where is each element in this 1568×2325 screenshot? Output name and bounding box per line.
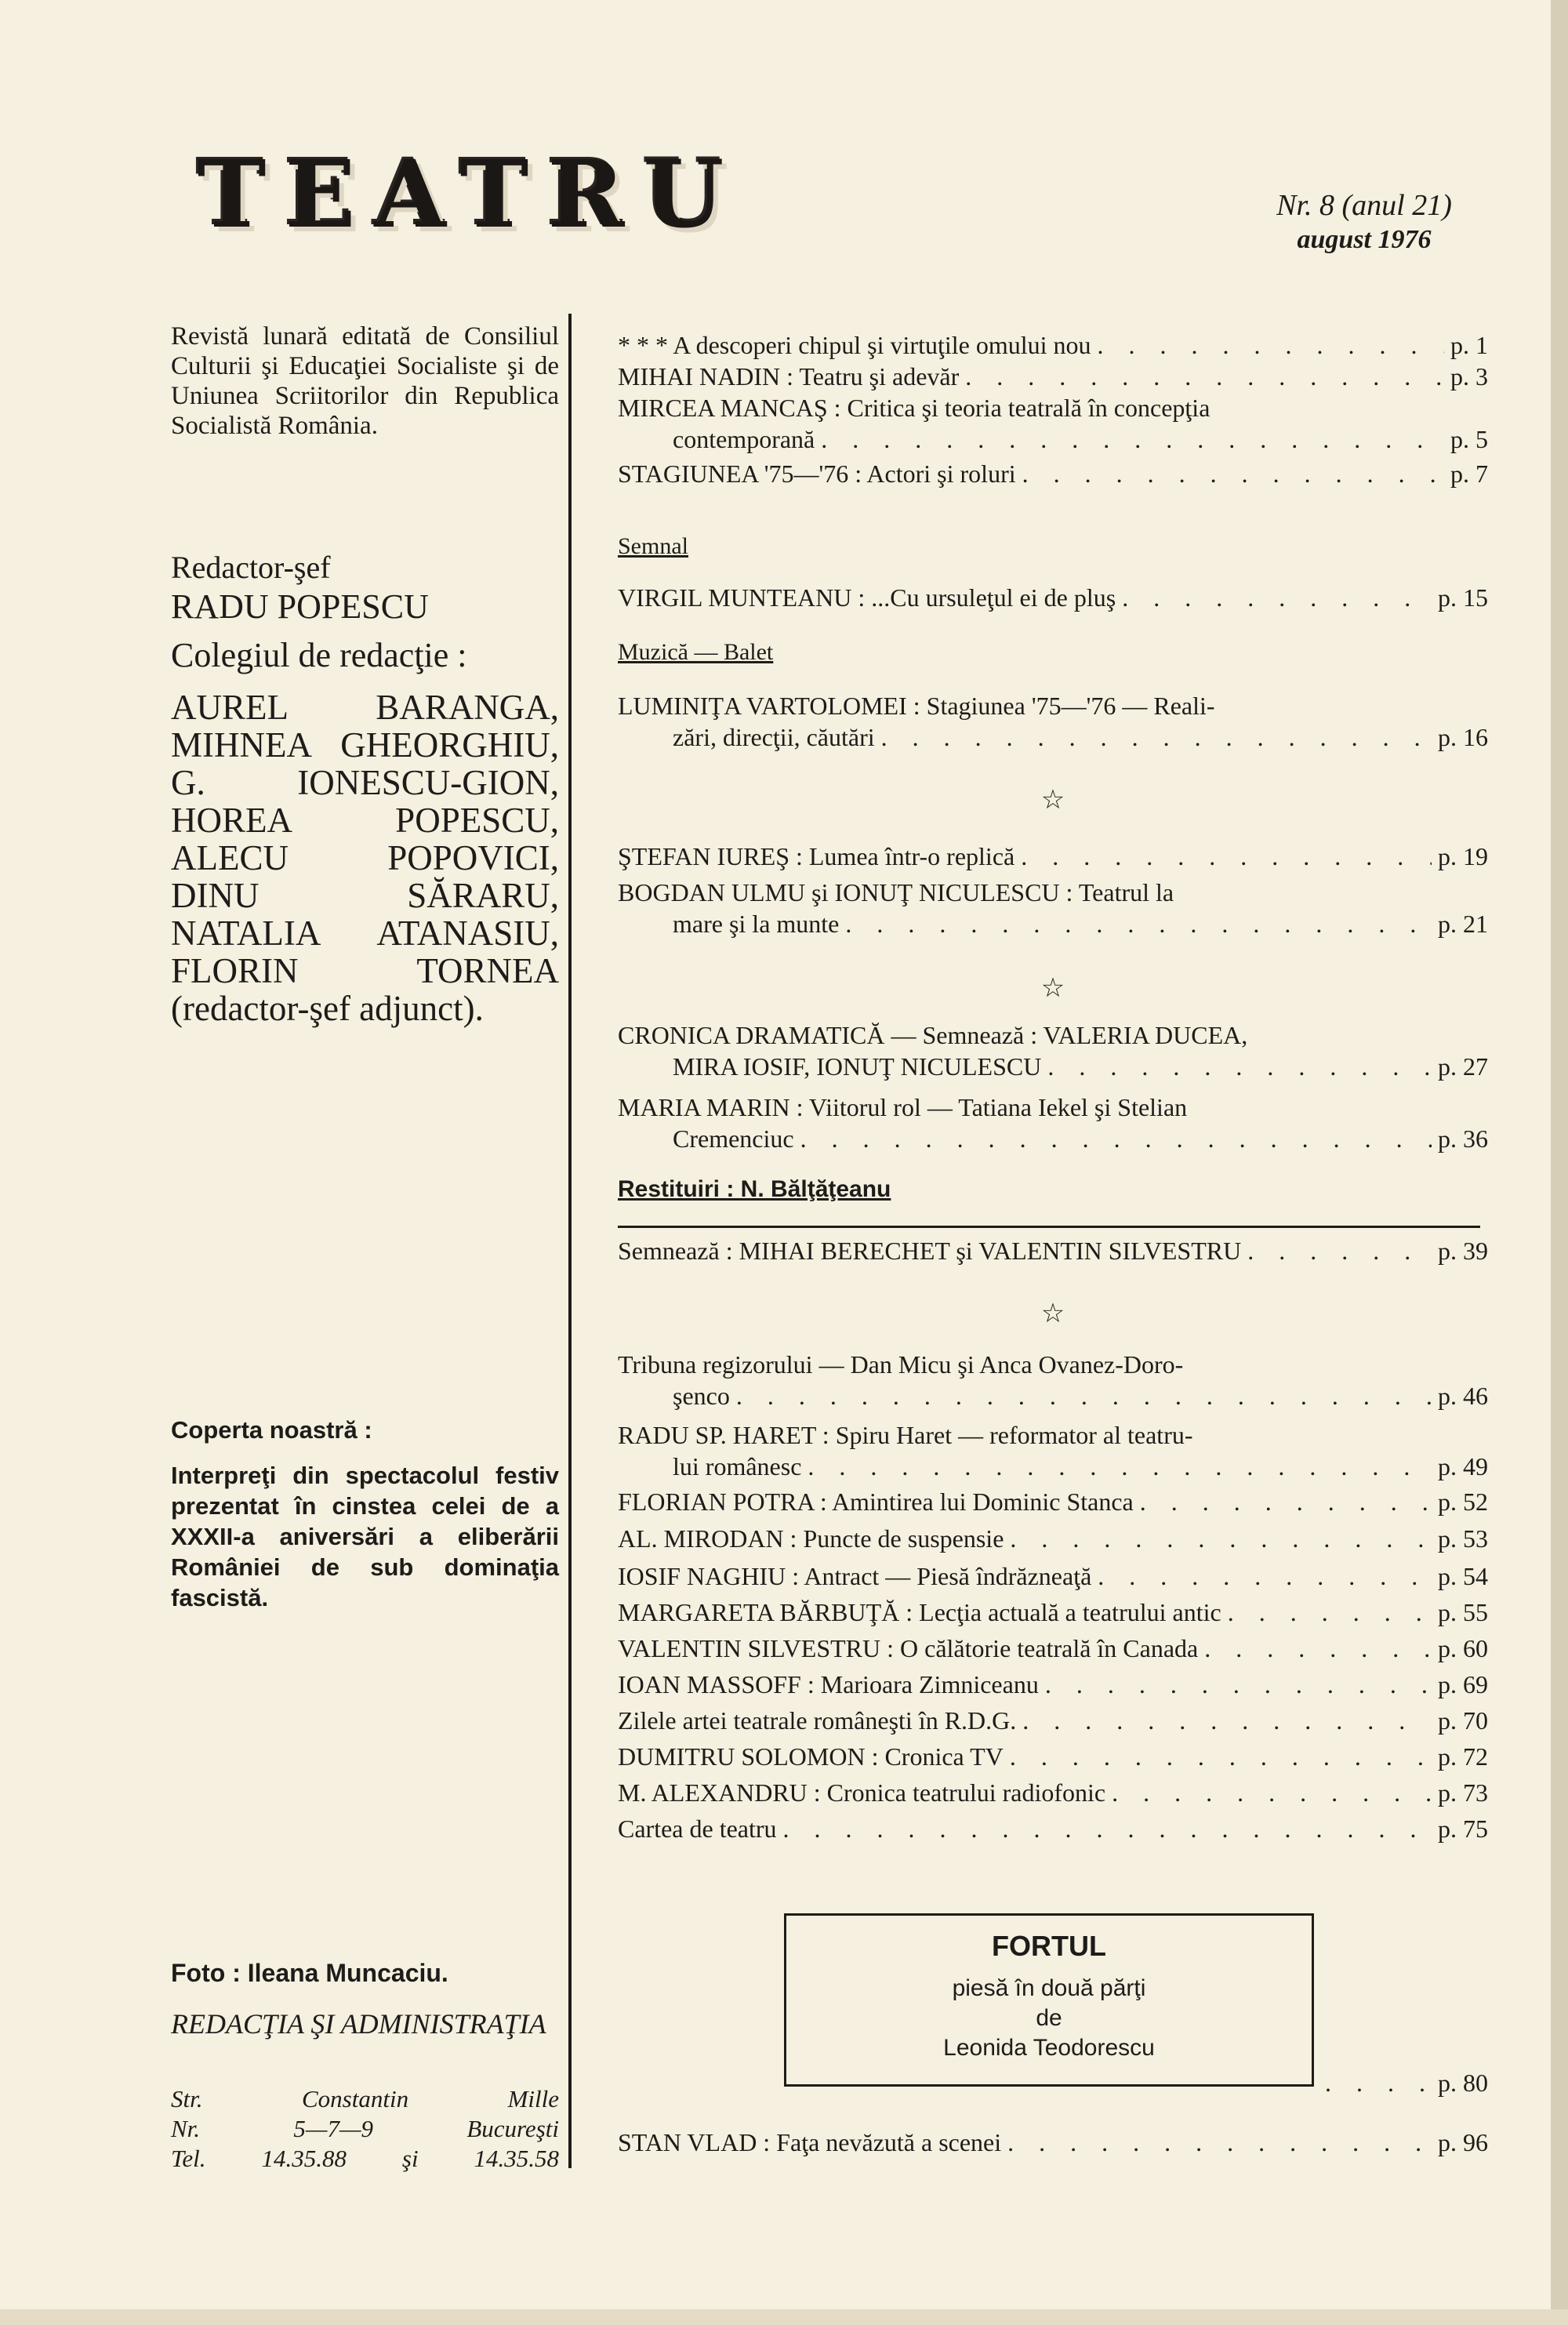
issue-date: august 1976 <box>1297 225 1432 254</box>
toc-entry[interactable]: RADU SP. HARET : Spiru Haret — reformator al teatru- lui românesc . . . p. 49 <box>618 1419 1488 1482</box>
address-phone: Tel. 14.35.88 şi 14.35.58 <box>171 2145 559 2172</box>
magazine-description: Revistă lunară editată de Consiliul Culturii şi Educaţiei Socialiste şi de Uniunea Scriitorilor din Republica Socialistă România. <box>171 322 559 440</box>
redaction-heading: REDACŢIA ŞI ADMINISTRAŢIA <box>171 2008 546 2040</box>
editor-label: Redactor-şef <box>171 550 331 585</box>
issue-number: Nr. 8 (anul 21) <box>1276 189 1452 222</box>
play-page: . . . p. 80 <box>1325 2067 1488 2098</box>
address-street: Str. Constantin Mille <box>171 2085 559 2112</box>
toc-entry[interactable]: STAN VLAD : Faţa nevăzută a scenei . . . p. 96 <box>618 2127 1488 2158</box>
toc-entry[interactable]: MARGARETA BĂRBUŢĂ : Lecţia actuală a teatrului antic . . . p. 55 <box>618 1597 1488 1628</box>
toc-entry[interactable]: Semnează : MIHAI BERECHET şi VALENTIN SILVESTRU . . . p. 39 <box>618 1235 1488 1266</box>
star-separator: ☆ <box>1040 786 1065 815</box>
toc-entry[interactable]: CRONICA DRAMATICĂ — Semnează : VALERIA DUCEA, MIRA IOSIF, IONUŢ NICULESCU . . . p. 27 <box>618 1019 1488 1082</box>
editorial-board-names: AUREL BARANGA, MIHNEA GHEORGHIU, G. IONESCU-GION, HOREA POPESCU, ALECU POPOVICI, DINU SĂRARU, NATALIA ATANASIU, FLORIN TORNEA (redactor-şef adjunct). <box>171 688 559 1028</box>
toc-entry[interactable]: IOSIF NAGHIU : Antract — Piesă îndrăzneaţă . . . p. 54 <box>618 1560 1488 1592</box>
cover-label: Coperta noastră : <box>171 1416 372 1444</box>
editor-name: RADU POPESCU <box>171 587 429 626</box>
toc-entry[interactable]: M. ALEXANDRU : Cronica teatrului radiofonic . . . p. 73 <box>618 1777 1488 1808</box>
play-by: de <box>1036 2005 1062 2031</box>
toc-entry[interactable]: Tribuna regizorului — Dan Micu şi Anca Ovanez-Doro- şenco . . . p. 46 <box>618 1349 1488 1411</box>
toc-entry[interactable]: IOAN MASSOFF : Marioara Zimniceanu . . . p. 69 <box>618 1669 1488 1700</box>
section-restituiri: Restituiri : N. Bălţăţeanu <box>618 1176 891 1202</box>
featured-play-box[interactable] <box>784 1913 1314 2087</box>
play-title: FORTUL <box>992 1930 1106 1962</box>
toc-entry[interactable]: MIRCEA MANCAŞ : Critica şi teoria teatrală în concepţia contemporană . . . p. 5 <box>618 392 1488 455</box>
play-subtitle: piesă în două părţi <box>952 1975 1146 2001</box>
toc-entry[interactable]: VALENTIN SILVESTRU : O călătorie teatrală în Canada . . . p. 60 <box>618 1633 1488 1664</box>
toc-entry[interactable]: AL. MIRODAN : Puncte de suspensie . . . p. 53 <box>618 1523 1488 1554</box>
toc-entry[interactable]: ŞTEFAN IUREŞ : Lumea într-o replică . . . p. 19 <box>618 841 1488 872</box>
star-separator: ☆ <box>1040 1299 1065 1328</box>
photo-credit: Foto : Ileana Muncaciu. <box>171 1959 448 1987</box>
toc-entry[interactable]: Cartea de teatru . . . p. 75 <box>618 1813 1488 1844</box>
toc-entry[interactable]: Zilele artei teatrale româneşti în R.D.G. . . . p. 70 <box>618 1705 1488 1736</box>
column-divider <box>568 314 572 2168</box>
toc-entry[interactable]: VIRGIL MUNTEANU : ...Cu ursuleţul ei de pluş . . . p. 15 <box>618 582 1488 613</box>
teatru-logo <box>182 125 758 263</box>
play-author: Leonida Teodorescu <box>943 2035 1155 2061</box>
toc-entry[interactable]: * * * A descoperi chipul şi virtuţile omului nou . . . p. 1 <box>618 329 1488 361</box>
page-edge-right <box>1551 0 1568 2325</box>
toc-entry[interactable]: LUMINIŢA VARTOLOMEI : Stagiunea '75—'76 — Reali- zări, direcţii, căutări . . . p. 16 <box>618 690 1488 753</box>
cover-description: Interpreţi din spectacolul festiv prezentat în cinstea celei de a XXXII-a aniversări a eliberării României de sub dominaţia fascistă. <box>171 1462 559 1611</box>
address-number: Nr. 5—7—9 Bucureşti <box>171 2115 559 2142</box>
star-separator: ☆ <box>1040 974 1065 1003</box>
section-muzica-balet: Muzică — Balet <box>618 639 774 665</box>
issue-info <box>1223 188 1505 257</box>
editorial-board-label: Colegiul de redacţie : <box>171 636 467 674</box>
toc-entry[interactable]: MIHAI NADIN : Teatru şi adevăr . . . p. 3 <box>618 361 1488 392</box>
logo-lettering: TEATRU <box>197 140 743 249</box>
page-edge-bottom <box>0 2309 1568 2325</box>
toc-entry[interactable]: BOGDAN ULMU şi IONUŢ NICULESCU : Teatrul la mare şi la munte . . . p. 21 <box>618 877 1488 939</box>
toc-entry[interactable]: MARIA MARIN : Viitorul rol — Tatiana Iekel şi Stelian Cremenciuc . . . p. 36 <box>618 1092 1488 1154</box>
address-block <box>171 2084 559 2174</box>
toc-entry[interactable]: STAGIUNEA '75—'76 : Actori şi roluri . . . p. 7 <box>618 458 1488 489</box>
toc-entry[interactable]: FLORIAN POTRA : Amintirea lui Dominic Stanca . . . p. 52 <box>618 1486 1488 1517</box>
section-rule <box>618 1226 1480 1228</box>
section-semnal: Semnal <box>618 533 688 559</box>
toc-entry[interactable]: DUMITRU SOLOMON : Cronica TV . . . p. 72 <box>618 1741 1488 1772</box>
